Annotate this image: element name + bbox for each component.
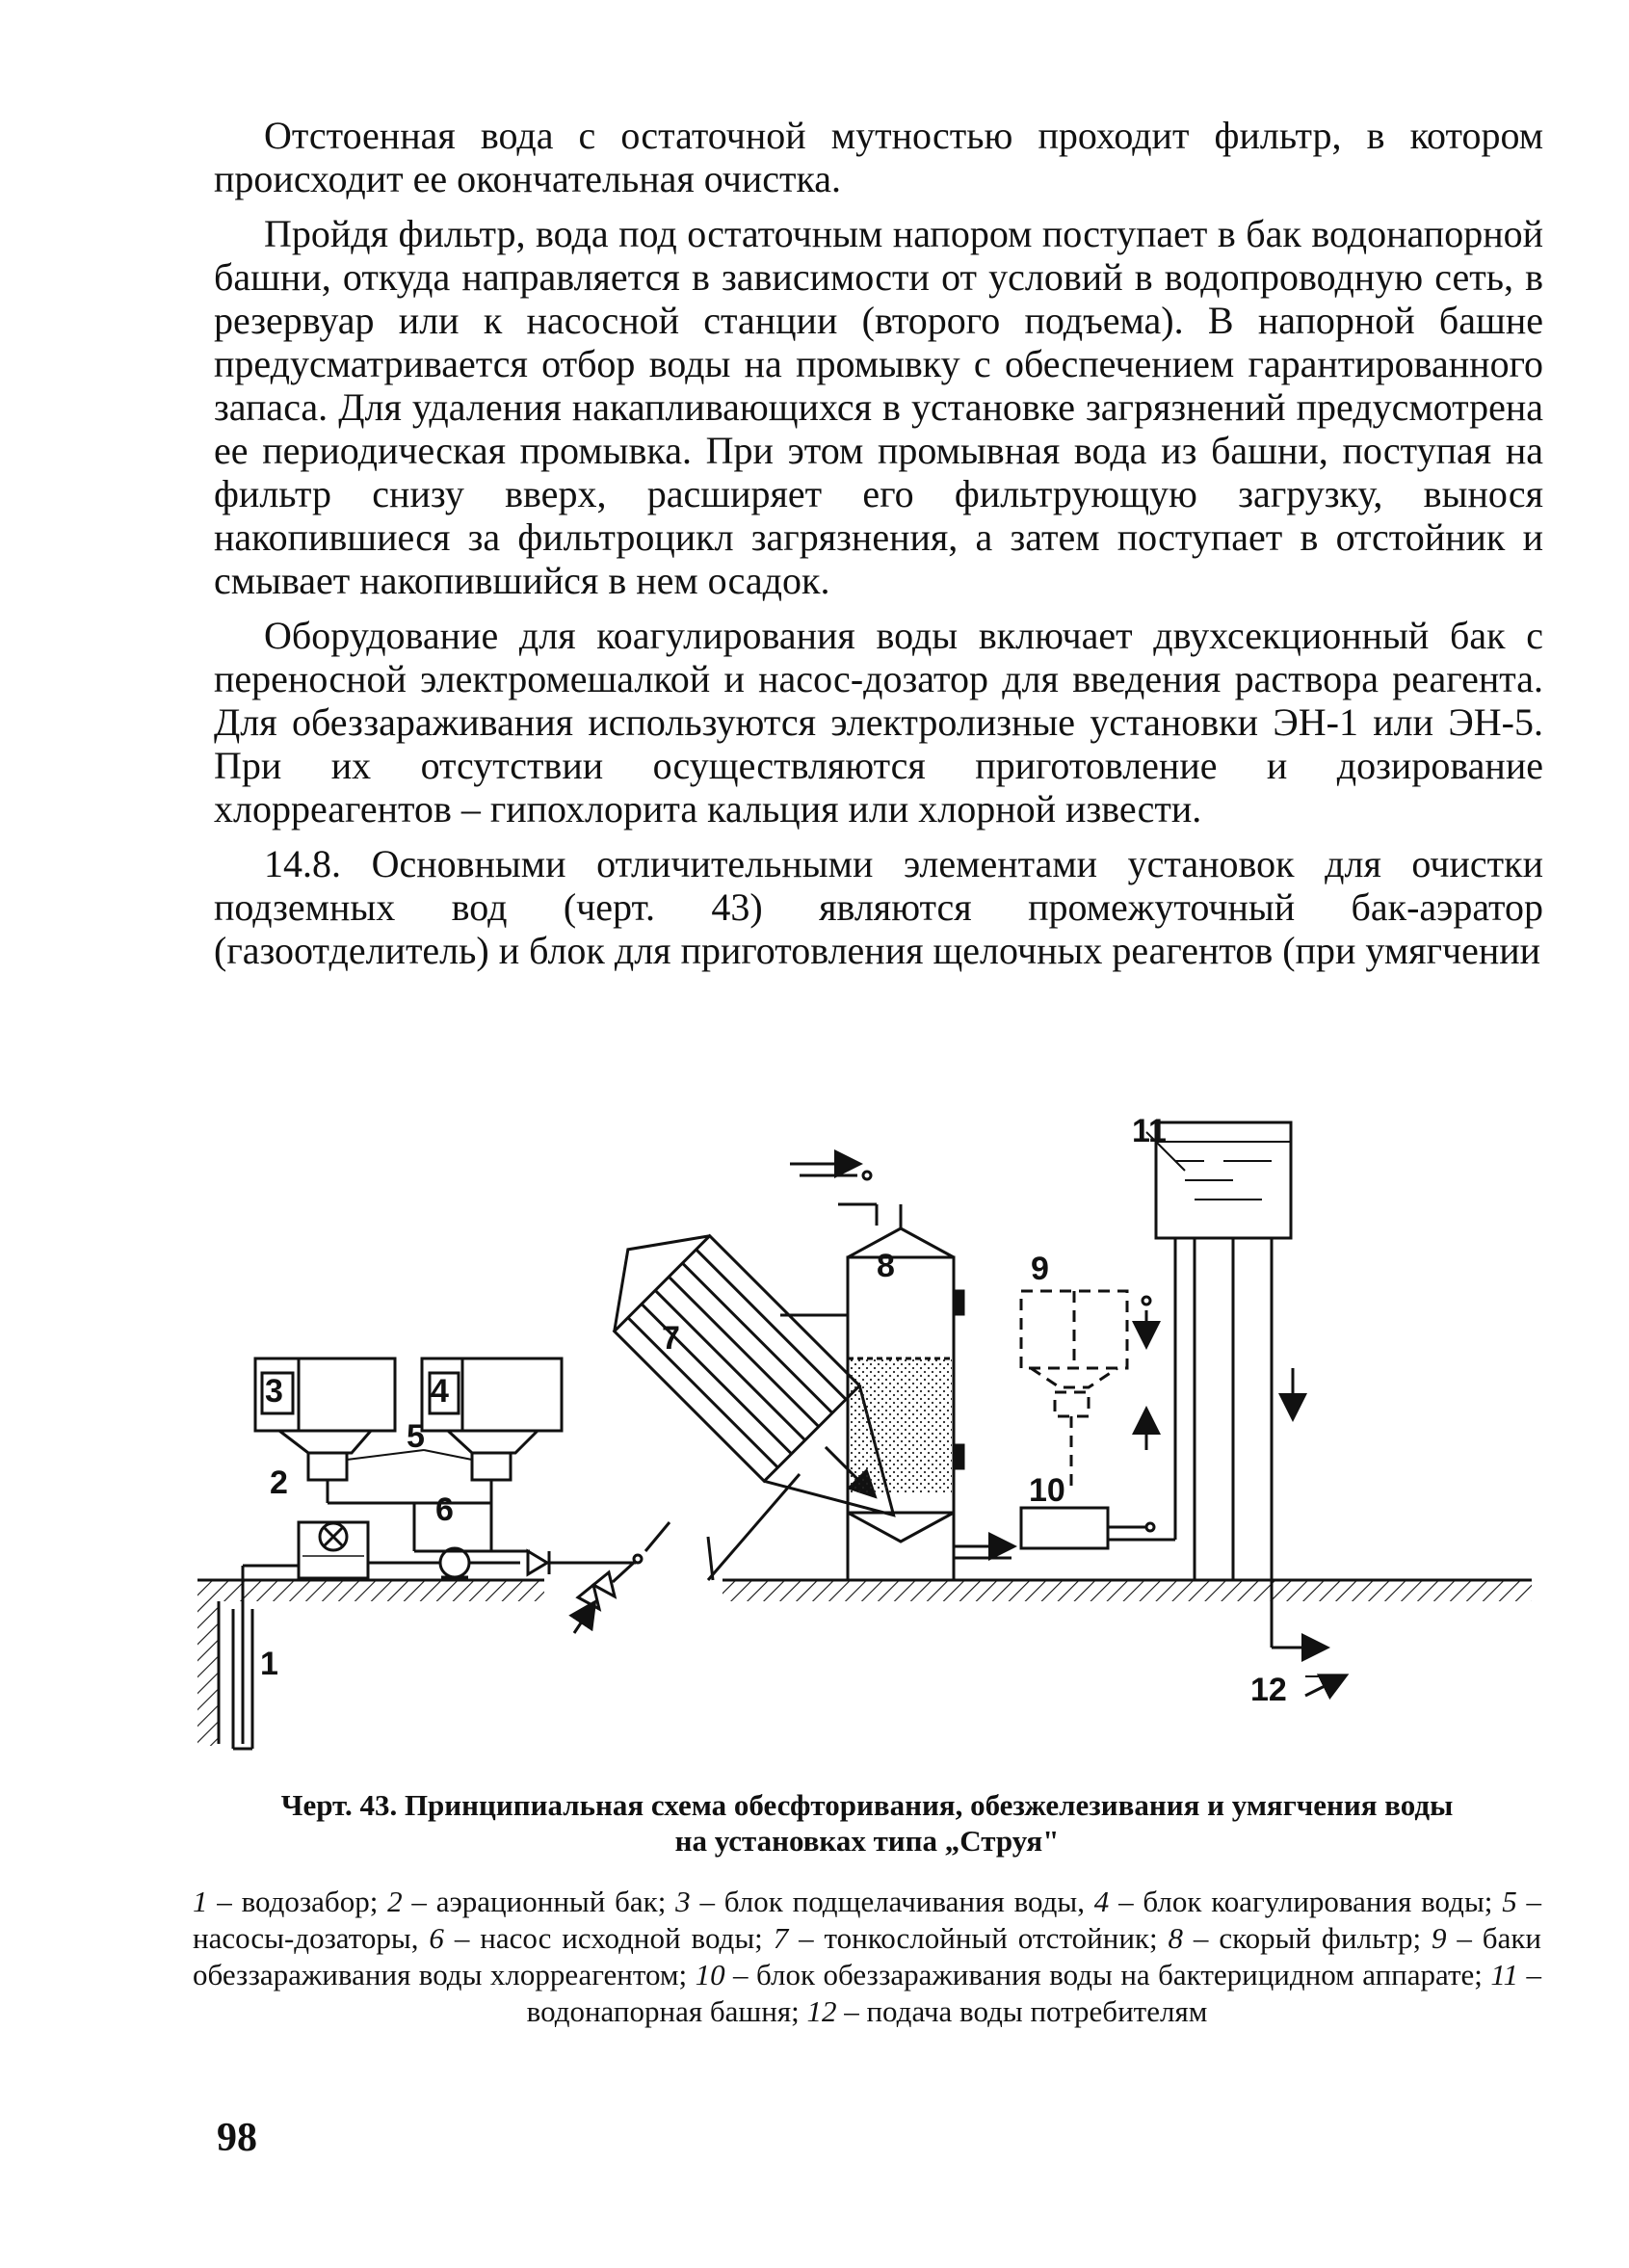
legend-text: – подача воды потребителям bbox=[836, 1994, 1208, 2028]
label-10: 10 bbox=[1029, 1472, 1065, 1509]
legend-num: 6 bbox=[429, 1921, 444, 1955]
paragraph: Пройдя фильтр, вода под остаточным напором поступает в бак водонапорной башни, откуда направляется в зависимости от условий в водопроводную сеть, в резервуар или к насосной станции (второго подъема). В напорной башне предусматривается отбор воды на промывку с обеспечением гарантированного запаса. Для удаления накапливающихся в установке загрязнений предусмотрена ее периодическая промывка. При этом промывная вода из башни, поступая на фильтр снизу вверх, расширяет его фильтрующую загрузку, вынося накопившиеся за фильтроцикл загрязнения, а затем поступает в отстойник и смывает накопившийся в нем осадок. bbox=[214, 212, 1543, 602]
label-5: 5 bbox=[407, 1418, 425, 1455]
legend-num: 9 bbox=[1431, 1921, 1447, 1955]
rapid-filter bbox=[780, 1204, 1012, 1580]
legend-text: – блок коагулирования воды; bbox=[1109, 1885, 1503, 1918]
legend-text: – блок обеззараживания воды на бактерицидном аппарате; bbox=[724, 1958, 1491, 1991]
uv-disinfection-block bbox=[1021, 1310, 1175, 1548]
drain-valve bbox=[574, 1555, 642, 1633]
legend-num: 3 bbox=[675, 1885, 691, 1918]
process-schematic bbox=[183, 1069, 1551, 1773]
legend-text: – блок подщелачивания воды, bbox=[690, 1885, 1094, 1918]
legend-text: – скорый фильтр; bbox=[1183, 1921, 1432, 1955]
legend-num: 11 bbox=[1490, 1958, 1519, 1991]
label-11: 11 bbox=[1132, 1113, 1167, 1149]
legend-text: – водонапорная башня; bbox=[526, 1958, 1542, 2028]
paragraph: 14.8. Основными отличительными элементами установок для очистки подземных вод (черт. 43) являются промежуточный бак-аэратор (газоотделитель) и блок для приготовления щелочных реагентов (при умягчении bbox=[214, 842, 1543, 972]
label-2: 2 bbox=[270, 1464, 288, 1501]
label-6: 6 bbox=[435, 1491, 454, 1528]
legend-text: – насос исходной воды; bbox=[443, 1921, 774, 1955]
dosing-pumps-lines bbox=[328, 1450, 530, 1551]
legend-num: 4 bbox=[1093, 1885, 1110, 1918]
legend-num: 12 bbox=[806, 1994, 837, 2028]
legend-text: – баки обеззараживания воды хлорреагентом; bbox=[193, 1921, 1541, 1991]
legend-num: 7 bbox=[773, 1921, 789, 1955]
page-number: 98 bbox=[217, 2116, 257, 2160]
paragraph: Отстоенная вода с остаточной мутностью проходит фильтр, в котором происходит ее окончательная очистка. bbox=[214, 114, 1543, 200]
water-tower bbox=[1146, 1122, 1325, 1648]
legend-num: 8 bbox=[1168, 1921, 1184, 1955]
label-9: 9 bbox=[1031, 1251, 1049, 1287]
caption-line: на установках типа „Струя" bbox=[674, 1824, 1060, 1858]
flow-arrow bbox=[790, 1164, 877, 1226]
legend-text: – тонкослойный отстойник; bbox=[788, 1921, 1169, 1955]
body-text bbox=[214, 114, 1543, 984]
label-4: 4 bbox=[431, 1373, 449, 1410]
ground-hatching bbox=[197, 1580, 1532, 1746]
caption-line: Черт. 43. Принципиальная схема обесфторивания, обезжелезивания и умягчения воды bbox=[280, 1788, 1454, 1822]
label-1: 1 bbox=[260, 1646, 278, 1682]
legend-text: – аэрационный бак; bbox=[402, 1885, 676, 1918]
label-12: 12 bbox=[1250, 1672, 1287, 1708]
legend-num: 1 bbox=[193, 1885, 208, 1918]
paragraph: Оборудование для коагулирования воды включает двухсекционный бак с переносной электромешалкой и насос-дозатор для введения раствора реагента. Для обеззараживания используются электролизные установки ЭН-1 или ЭН-5. При их отсутствии осуществляются приготовление и дозирование хлорреагентов – гипохлорита кальция или хлорной извести. bbox=[214, 614, 1543, 831]
legend-text: – насосы-дозаторы, bbox=[193, 1885, 1541, 1955]
figure-caption bbox=[193, 1787, 1541, 1859]
check-valve bbox=[528, 1551, 636, 1574]
chlorination-tank bbox=[1021, 1291, 1127, 1493]
label-8: 8 bbox=[877, 1248, 895, 1284]
legend-num: 2 bbox=[387, 1885, 403, 1918]
label-7: 7 bbox=[662, 1320, 680, 1357]
figure-legend bbox=[193, 1884, 1541, 2030]
legend-num: 10 bbox=[695, 1958, 725, 1991]
legend-num: 5 bbox=[1502, 1885, 1517, 1918]
legend-text: – водозабор; bbox=[207, 1885, 388, 1918]
label-3: 3 bbox=[265, 1373, 283, 1410]
